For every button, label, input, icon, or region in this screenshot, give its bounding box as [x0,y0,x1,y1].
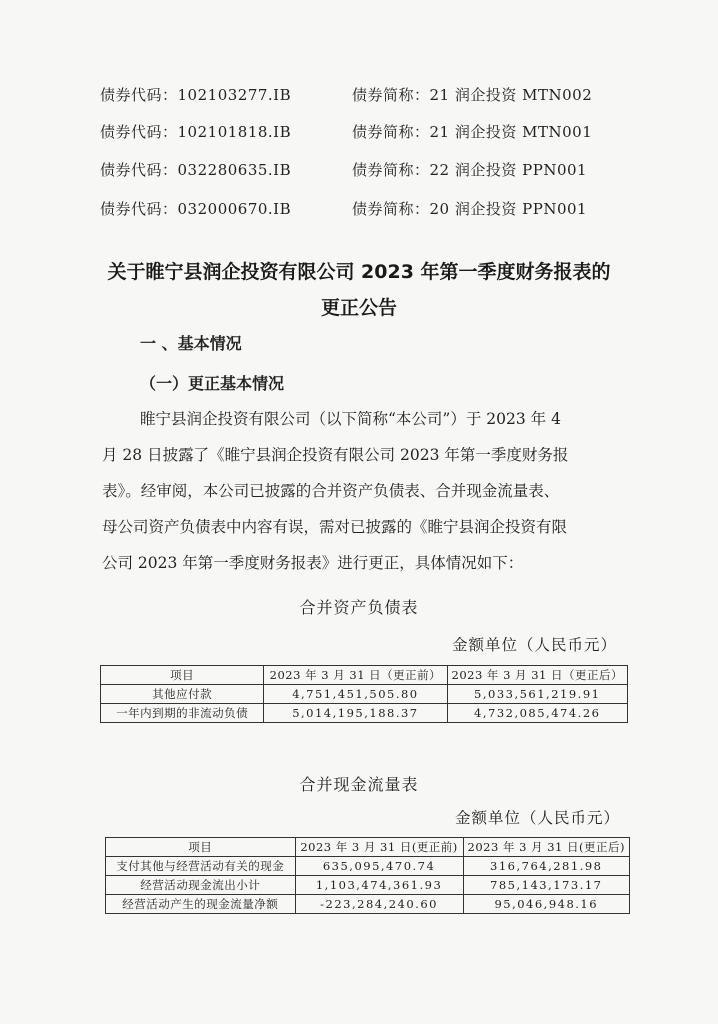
bond-name: 21 润企投资 MTN002 [429,86,593,104]
table-cell: 635,095,470.74 [295,857,463,876]
cash-flow-unit: 金额单位（人民币元） [455,809,621,827]
bond-name-label: 债券简称： [352,123,430,141]
table-cell: 一年内到期的非流动负债 [101,704,264,723]
bond-code: 032000670.IB [177,200,292,218]
table-header-row [101,666,628,685]
body-paragraph [102,401,622,581]
table-cell: 经营活动产生的现金流量净额 [106,895,296,914]
bond-name: 22 润企投资 PPN001 [429,161,588,179]
table-header-cell: 2023 年 3 月 31 日(更正前) [295,838,463,857]
announcement-title-line1: 关于睢宁县润企投资有限公司 2023 年第一季度财务报表的 [107,261,611,283]
balance-sheet-table [100,665,628,723]
bond-code: 102103277.IB [177,86,292,104]
section-heading: 一 、基本情况 [140,334,242,353]
table-row [101,685,628,704]
table-header-cell: 项目 [101,666,264,685]
table-cell: 5,033,561,219.91 [447,685,628,704]
table-cell: 支付其他与经营活动有关的现金 [106,857,296,876]
table-row [106,857,630,876]
cash-flow-title: 合并现金流量表 [299,775,419,794]
paragraph-line: 母公司资产负债表中内容有误，需对已披露的《睢宁县润企投资有限 [102,518,568,536]
table-cell: 1,103,474,361.93 [295,876,463,895]
subsection-heading: （一）更正基本情况 [140,374,285,393]
table-cell: 其他应付款 [101,685,264,704]
table-cell: 经营活动现金流出小计 [106,876,296,895]
table-cell: 785,143,173.17 [463,876,629,895]
bond-code: 032280635.IB [177,161,292,179]
table-header-cell: 2023 年 3 月 31 日（更正后） [447,666,628,685]
table-header-cell: 项目 [106,838,296,857]
bond-code-label: 债券代码： [100,123,178,141]
table-row [106,895,630,914]
announcement-title-line2: 更正公告 [320,297,397,319]
bond-info-row [100,159,587,180]
paragraph-line: 表》。经审阅，本公司已披露的合并资产负债表、合并现金流量表、 [102,482,560,500]
table-cell: 4,751,451,505.80 [264,685,447,704]
bond-code-label: 债券代码： [100,86,178,104]
paragraph-line: 月 28 日披露了《睢宁县润企投资有限公司 2023 年第一季度财务报 [102,446,569,464]
bond-info-row [100,198,587,219]
table-cell: 316,764,281.98 [463,857,629,876]
bond-info-row [100,84,592,105]
balance-sheet-unit: 金额单位（人民币元） [452,636,618,654]
cash-flow-table [105,837,630,914]
bond-code-label: 债券代码： [100,200,178,218]
table-row [106,876,630,895]
table-cell: 5,014,195,188.37 [264,704,447,723]
bond-name-label: 债券简称： [352,86,430,104]
bond-name: 21 润企投资 MTN001 [429,123,593,141]
table-header-row [106,838,630,857]
bond-code-label: 债券代码： [100,161,178,179]
paragraph-line: 公司 2023 年第一季度财务报表》进行更正，具体情况如下： [102,554,524,572]
table-cell: 95,046,948.16 [463,895,629,914]
balance-sheet-title: 合并资产负债表 [299,598,419,617]
bond-name-label: 债券简称： [352,161,430,179]
table-header-cell: 2023 年 3 月 31 日（更正前） [264,666,447,685]
bond-info-row [100,121,592,142]
table-cell: 4,732,085,474.26 [447,704,628,723]
table-row [101,704,628,723]
paragraph-line: 睢宁县润企投资有限公司（以下简称“本公司”）于 2023 年 4 [140,410,561,428]
bond-name: 20 润企投资 PPN001 [429,200,588,218]
bond-name-label: 债券简称： [352,200,430,218]
table-cell: -223,284,240.60 [295,895,463,914]
bond-code: 102101818.IB [177,123,292,141]
table-header-cell: 2023 年 3 月 31 日(更正后) [463,838,629,857]
